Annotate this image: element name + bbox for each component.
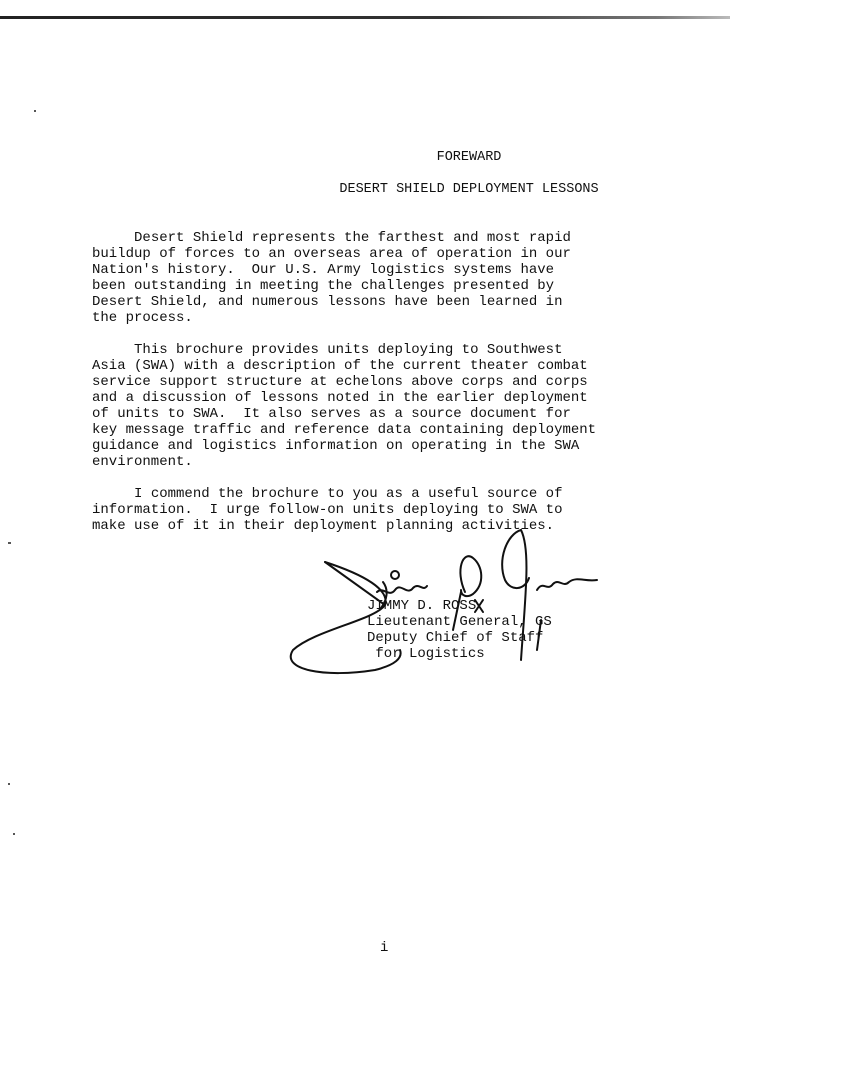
paragraph-1 [92,230,692,326]
paragraph-2 [92,342,692,470]
text-line: I commend the brochure to you as a useful source of [134,486,563,502]
scan-speck [13,833,15,835]
text-line: of units to SWA. It also serves as a source document for [92,406,571,422]
signer-title: for Logistics [367,646,485,662]
text-line: This brochure provides units deploying to Southwest [134,342,563,358]
text-line: the process. [92,310,193,326]
handwritten-signature [285,520,605,685]
signer-title: Deputy Chief of Staff [367,630,544,646]
document-heading: FOREWARD [436,150,502,165]
text-line: service support structure at echelons above corps and corps [92,374,588,390]
text-line: buildup of forces to an overseas area of operation in our [92,246,571,262]
text-line: Nation's history. Our U.S. Army logistics systems have [92,262,555,278]
text-line: Desert Shield represents the farthest and most rapid [134,230,571,246]
document-subheading: DESERT SHIELD DEPLOYMENT LESSONS [339,182,599,197]
text-line: guidance and logistics information on operating in the SWA [92,438,580,454]
text-line: and a discussion of lessons noted in the earlier deployment [92,390,588,406]
scan-speck [8,783,10,785]
top-rule [0,16,730,19]
text-line: been outstanding in meeting the challenges presented by [92,278,555,294]
text-line: environment. [92,454,193,470]
text-line: Desert Shield, and numerous lessons have been learned in [92,294,563,310]
text-line: Asia (SWA) with a description of the current theater combat [92,358,588,374]
signer-title: Lieutenant General, GS [367,614,552,630]
page-number: i [380,940,389,956]
text-line: information. I urge follow-on units deploying to SWA to [92,502,563,518]
text-line: key message traffic and reference data containing deployment [92,422,597,438]
text-line: make use of it in their deployment planning activities. [92,518,555,534]
document-body [92,230,692,550]
scan-speck [34,110,36,112]
scan-speck [8,542,11,544]
signer-name: JIMMY D. ROSS [367,598,477,614]
